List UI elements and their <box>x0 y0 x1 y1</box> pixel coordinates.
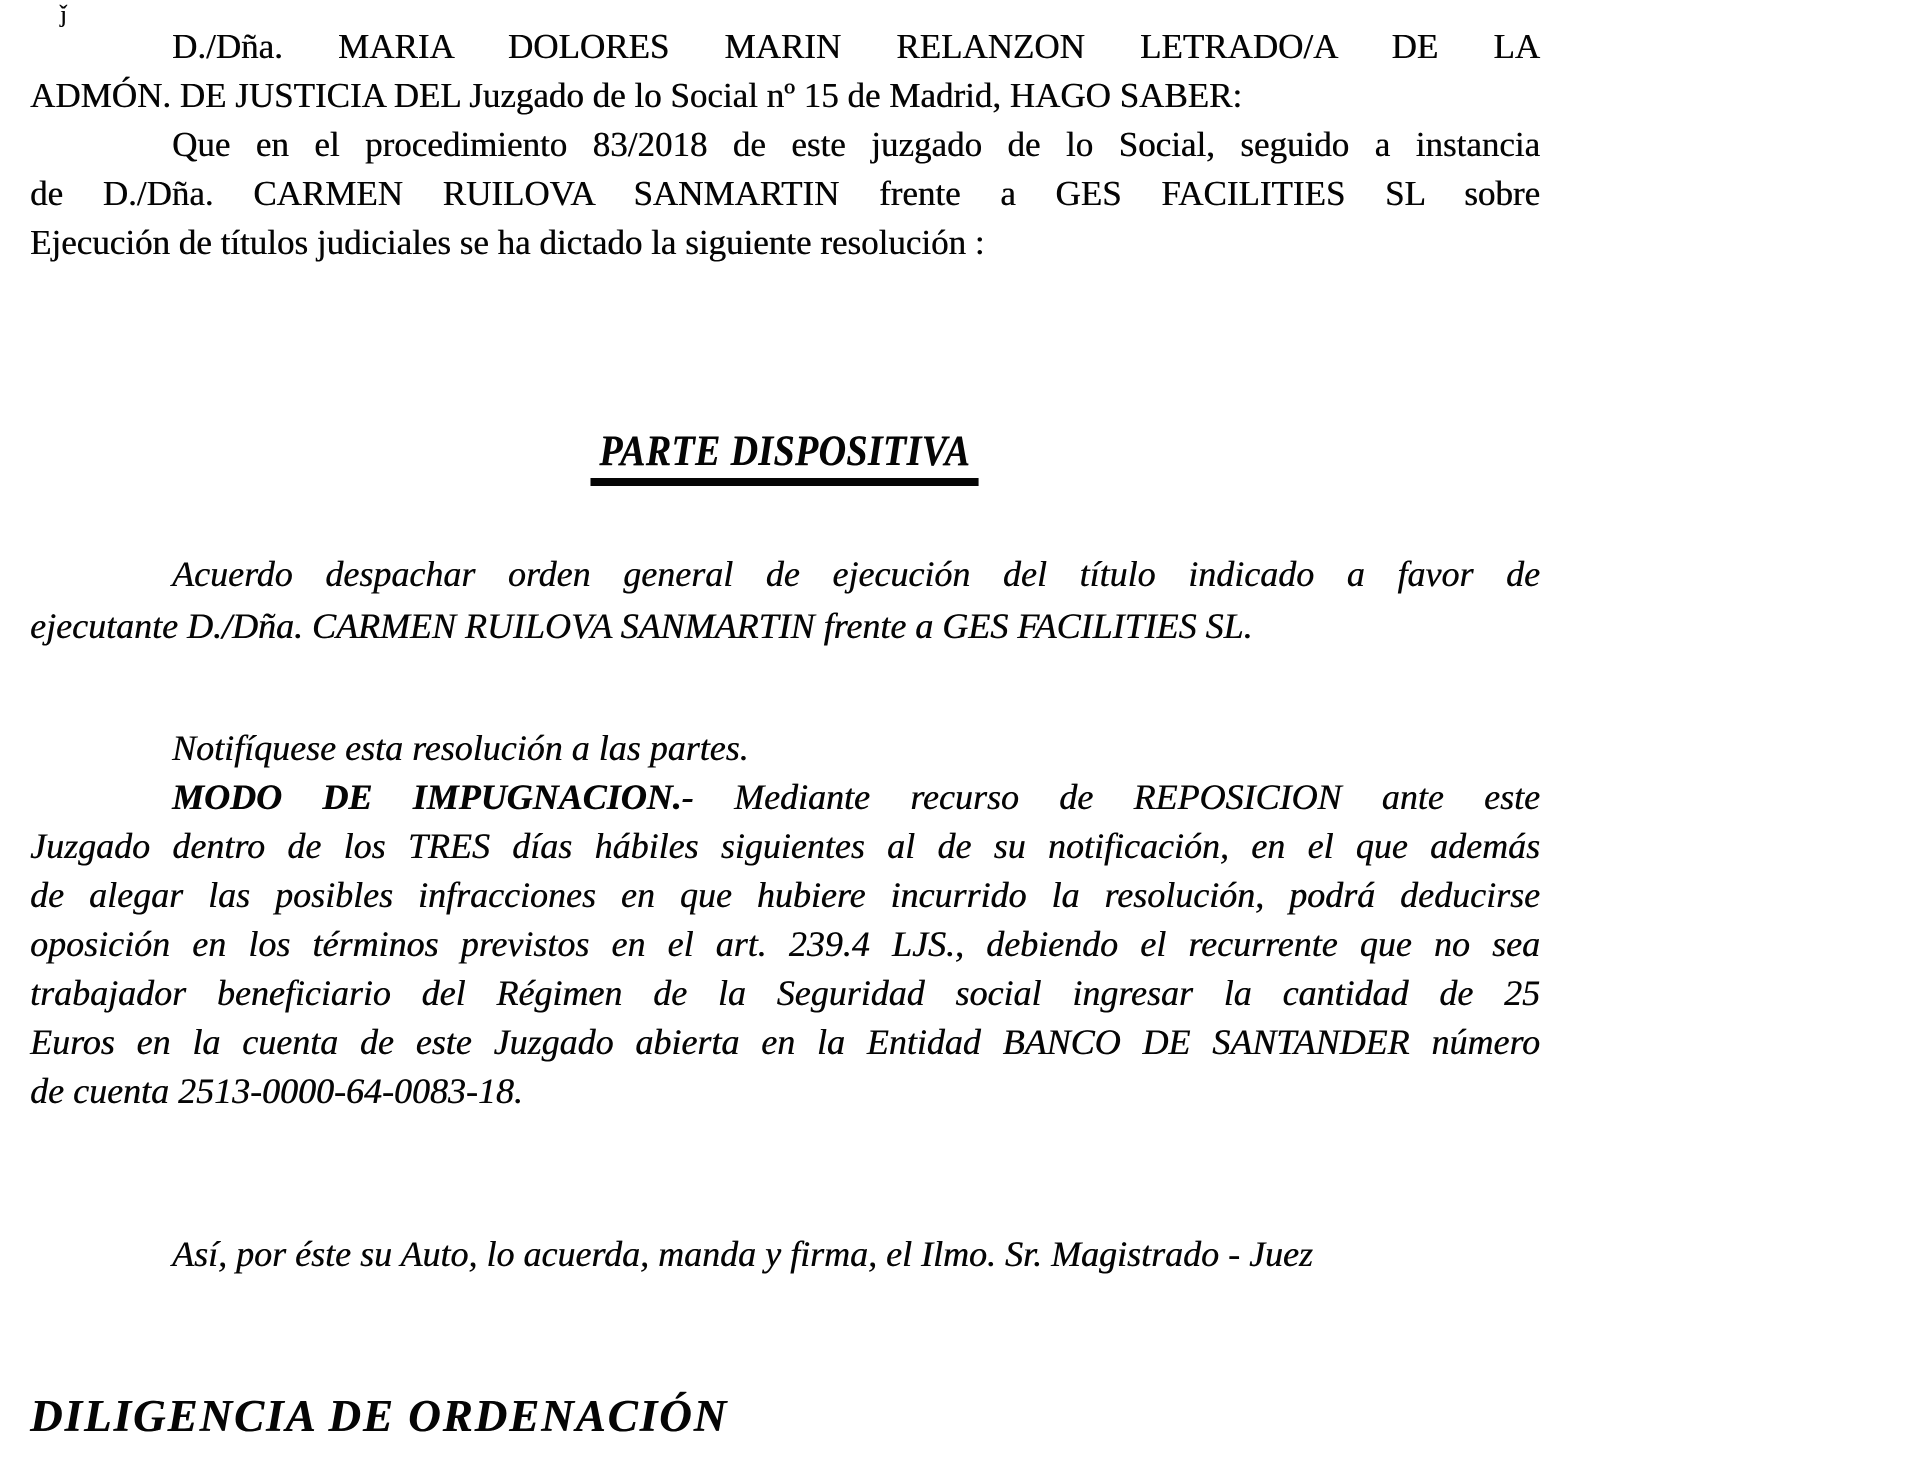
text-line: ejecutante D./Dña. CARMEN RUILOVA SANMARTIN frente a GES FACILITIES SL. <box>30 606 1253 646</box>
text-line: Euros en la cuenta de este Juzgado abierta en la Entidad BANCO DE SANTANDER número <box>30 1022 1540 1062</box>
text-line: oposición en los términos previstos en el art. 239.4 LJS., debiendo el recurrente que no sea <box>30 924 1540 964</box>
footer-heading-diligencia: DILIGENCIA DE ORDENACIÓN <box>30 1391 729 1441</box>
text-line <box>30 773 1540 822</box>
footer-heading-wrapper <box>30 1390 1540 1442</box>
text-line: Juzgado dentro de los TRES días hábiles siguientes al de su notificación, en el que además <box>30 826 1540 866</box>
text-line: de alegar las posibles infracciones en que hubiere incurrido la resolución, podrá deducirse <box>30 875 1540 915</box>
section-heading-wrapper <box>30 427 1540 486</box>
text-line: de D./Dña. CARMEN RUILOVA SANMARTIN frente a GES FACILITIES SL sobre <box>30 174 1540 213</box>
header-paragraphs <box>30 22 1540 267</box>
text-line: Acuerdo despachar orden general de ejecución del título indicado a favor de <box>172 554 1540 594</box>
appeal-lead-bold: MODO DE IMPUGNACION.- <box>172 777 694 817</box>
text-line: D./Dña. MARIA DOLORES MARIN RELANZON LETRADO/A DE LA <box>172 27 1540 66</box>
closing-line: Así, por éste su Auto, lo acuerda, manda y firma, el Ilmo. Sr. Magistrado - Juez <box>172 1234 1313 1274</box>
text-line: Que en el procedimiento 83/2018 de este juzgado de lo Social, seguido a instancia <box>172 125 1540 164</box>
notify-line: Notifíquese esta resolución a las partes. <box>172 728 749 768</box>
section-heading-parte-dispositiva: PARTE DISPOSITIVA <box>591 427 980 486</box>
text-line: Ejecución de títulos judiciales se ha dictado la siguiente resolución : <box>30 223 985 262</box>
text-line: trabajador beneficiario del Régimen de la Seguridad social ingresar la cantidad de 25 <box>30 973 1540 1013</box>
notification-and-appeal-paragraph <box>30 724 1540 1116</box>
order-paragraph <box>30 548 1540 652</box>
appeal-line1-rest: Mediante recurso de REPOSICION ante este <box>693 777 1540 817</box>
scan-artifact-mark: ǰ <box>60 2 67 28</box>
closing-paragraph <box>30 1228 1540 1280</box>
text-line: de cuenta 2513-0000-64-0083-18. <box>30 1071 523 1111</box>
text-line: ADMÓN. DE JUSTICIA DEL Juzgado de lo Social nº 15 de Madrid, HAGO SABER: <box>30 76 1243 115</box>
